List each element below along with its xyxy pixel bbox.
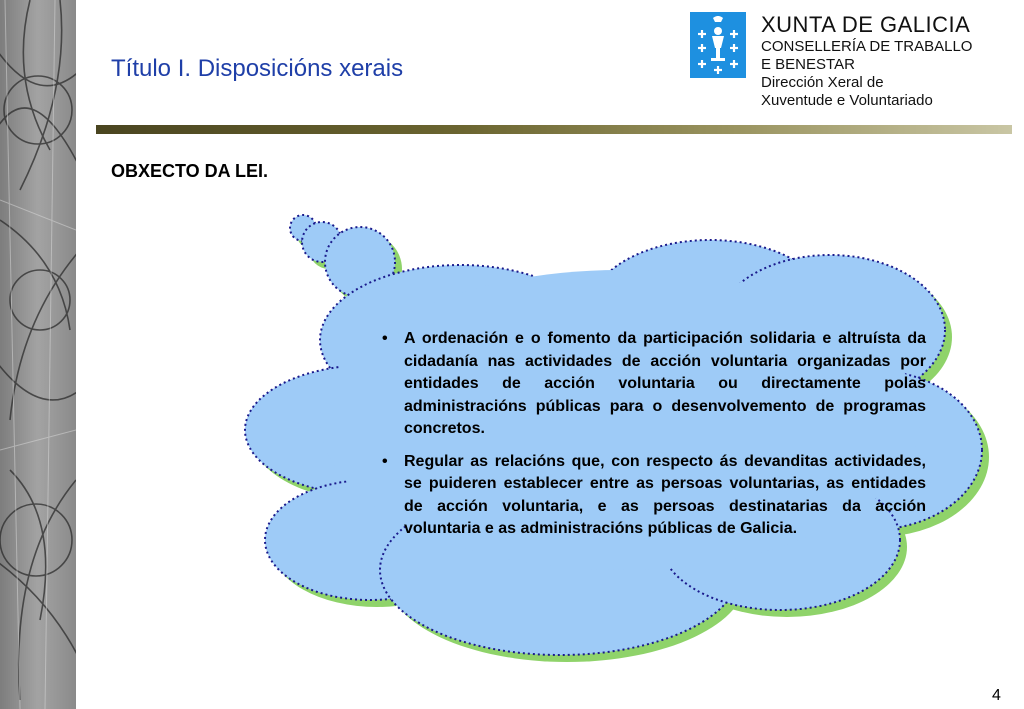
section-heading: OBXECTO DA LEI. [111,161,269,181]
logo-line-3: Dirección Xeral de [761,74,884,91]
logo-line-2: E BENESTAR [761,56,855,73]
logo-brand: XUNTA DE GALICIA [761,12,971,37]
logo-line-4: Xuventude e Voluntariado [761,92,933,109]
objective-list [380,328,926,551]
page-number: 4 [992,687,1001,704]
page-title: Título I. Disposicións xerais [111,55,404,82]
logo-line-1: CONSELLERÍA DE TRABALLO [761,38,973,55]
objective-item: • A ordenación e o fomento da participación solidaria e altruísta da cidadanía nas actividades de acción voluntaria organizadas por entidades de acción voluntaria ou directamente polas administracións públicas para o desenvolvemento de programas concretos. [380,328,926,441]
objective-item: • Regular as relacións que, con respecto ás devanditas actividades, se puideren establecer entre as persoas voluntarias, as entidades de acción voluntaria, e as persoas destinatarias da acción voluntaria e as administracións públicas de Galicia. [380,451,926,541]
